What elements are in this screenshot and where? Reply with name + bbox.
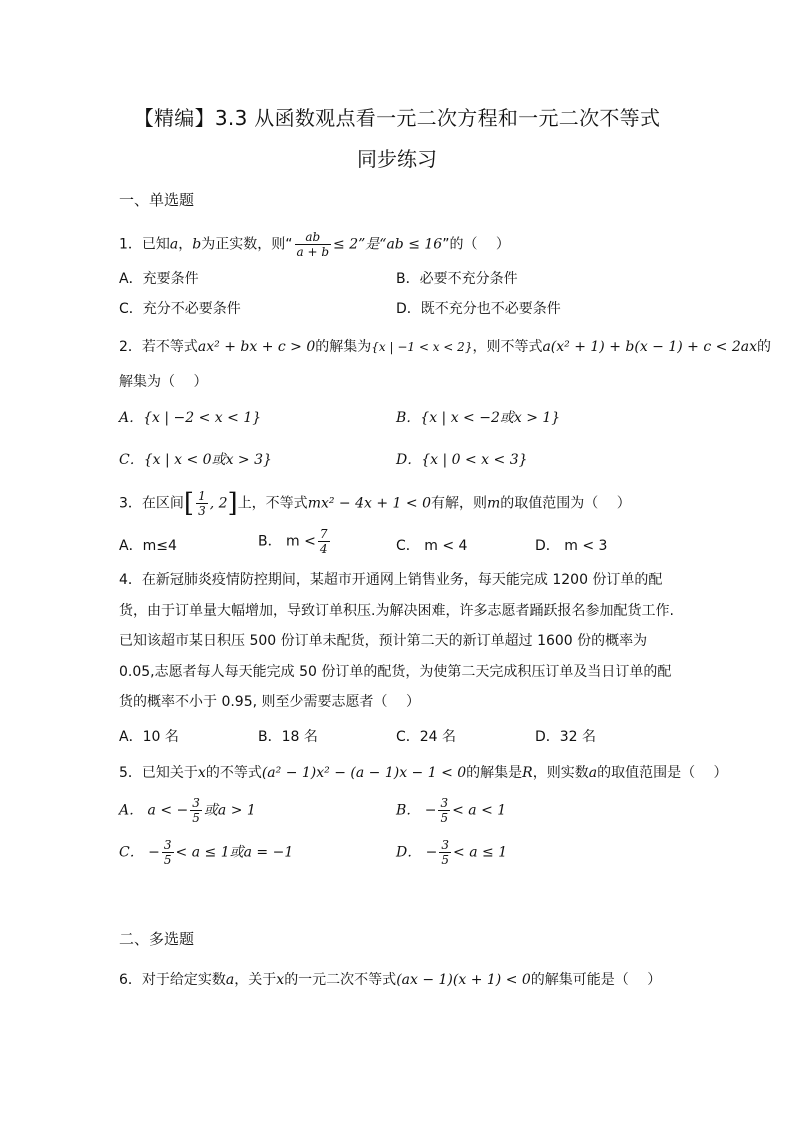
page-subtitle: 同步练习 xyxy=(357,147,437,171)
fraction: $\frac{ab}{a + b}$ xyxy=(296,230,330,259)
question-2-line2: 解集为（ ） xyxy=(119,374,208,390)
q5-option-a: A． a < − $\frac{3}{5}$ 或a > 1 xyxy=(119,796,256,825)
q2-option-b: B．{x | x < −2或x > 1} xyxy=(396,410,561,426)
q4-option-c: C．24 名 xyxy=(396,729,457,745)
q4-option-b: B．18 名 xyxy=(258,729,318,745)
fraction: $\frac{1}{3}$ xyxy=(198,489,206,518)
question-4: 4．在新冠肺炎疫情防控期间，某超市开通网上销售业务，每天能完成 1200 份订单的配货，由于订单量大幅增加，导致订单积压.为解决困难，许多志愿者踊跃报名参加配货工作.已知该超市某日积压 500 份订单未配货，预计第二天的新订单超过 1600 份的概率为 0.05,志愿者每人每天能完成 50 份订单的配货，为使第二天完成积压订单及当日订单的配货的概率不小于 0.95, 则至少需要志愿者（ ） xyxy=(119,572,674,711)
question-2: 2．若不等式ax² + bx + c > 0的解集为{x | −1 < x < 2}，则不等式a(x² + 1) + b(x − 1) + c < 2ax的 xyxy=(119,339,771,355)
question-5: 5．已知关于x的不等式(a² − 1)x² − (a − 1)x − 1 < 0的解集是R，则实数a的取值范围是（ ） xyxy=(119,765,728,781)
q3-option-d: D． m < 3 xyxy=(535,538,608,554)
q3-option-c: C． m < 4 xyxy=(396,538,468,554)
q5-option-d: D． − $\frac{3}{5}$ < a ≤ 1 xyxy=(396,838,508,867)
q3-option-a: A．m≤4 xyxy=(119,538,177,554)
q5-option-c: C． − $\frac{3}{5}$ < a ≤ 1或a = −1 xyxy=(119,838,294,867)
q1-option-c: C．充分不必要条件 xyxy=(119,301,241,317)
q3-option-b: B． m < $\frac{7}{4}$ xyxy=(258,527,328,556)
section-multiple-choice: 二、多选题 xyxy=(119,930,195,948)
question-1: 1．已知a，b为正实数，则“ $\frac{ab}{a + b}$ ≤ 2”是“ab ≤ 16”的（ ） xyxy=(119,230,510,259)
q1-option-b: B．必要不充分条件 xyxy=(396,271,518,287)
q1-option-d: D．既不充分也不必要条件 xyxy=(396,301,561,317)
right-bracket: ] xyxy=(227,488,238,519)
left-bracket: [ xyxy=(183,488,195,519)
q2-option-a: A．{x | −2 < x < 1} xyxy=(119,410,262,426)
q2-option-c: C．{x | x < 0或x > 3} xyxy=(119,452,272,468)
section-single-choice: 一、单选题 xyxy=(119,191,195,209)
page-title: 【精编】3.3 从函数观点看一元二次方程和一元二次不等式 xyxy=(133,106,661,130)
question-3: 3．在区间[ $\frac{1}{3}$ , 2]上，不等式mx² − 4x + 1 < 0有解，则m的取值范围为（ ） xyxy=(119,488,631,519)
q5-option-b: B． − $\frac{3}{5}$ < a < 1 xyxy=(396,796,507,825)
q2-option-d: D．{x | 0 < x < 3} xyxy=(396,452,528,468)
q4-option-d: D．32 名 xyxy=(535,729,597,745)
q1-option-a: A．充要条件 xyxy=(119,271,199,287)
q4-option-a: A．10 名 xyxy=(119,729,179,745)
question-6: 6．对于给定实数a，关于x的一元二次不等式(ax − 1)(x + 1) < 0的解集可能是（ ） xyxy=(119,972,662,988)
